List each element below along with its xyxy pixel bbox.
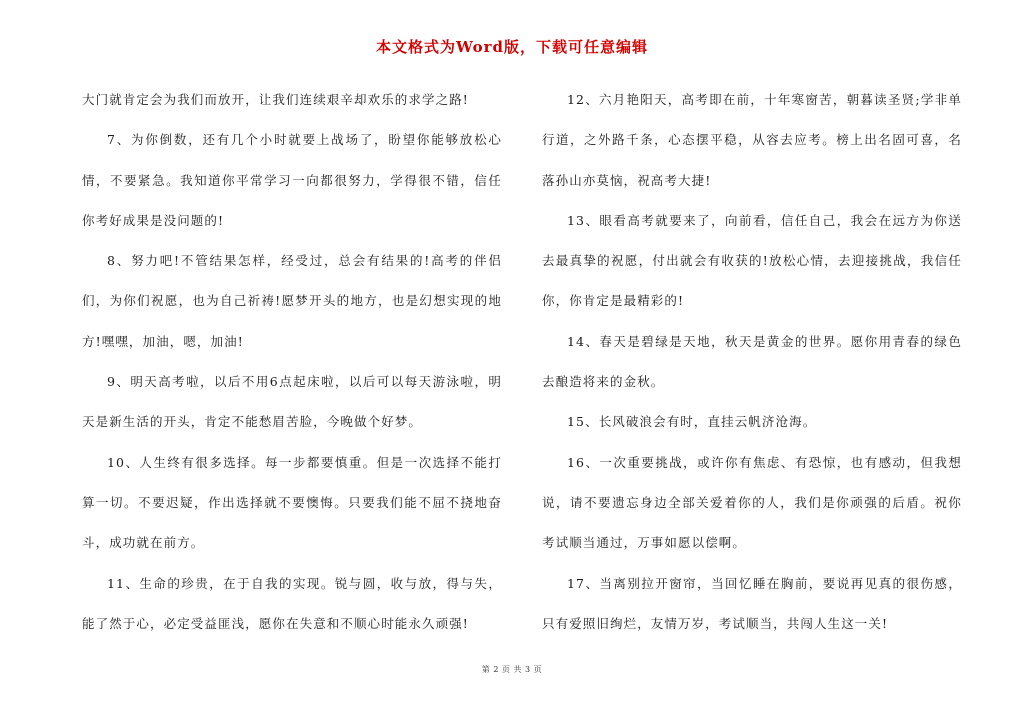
paragraph: 10、人生终有很多选择。每一步都要慎重。但是一次选择不能打算一切。不要迟疑，作出选择就不要懊悔。只要我们能不屈不挠地奋斗，成功就在前方。: [82, 454, 502, 551]
paragraph: 7、为你倒数，还有几个小时就要上战场了，盼望你能够放松心情，不要紧急。我知道你平常学习一向都很努力，学得很不错，信任你考好成果是没问题的!: [82, 132, 502, 228]
paragraph: 13、眼看高考就要来了，向前看，信任自己，我会在远方为你送去最真挚的祝愿，付出就会有收获的!放松心情，去迎接挑战，我信任你，你肯定是最精彩的!: [542, 212, 962, 309]
paragraph: 15、长风破浪会有时，直挂云帆济沧海。: [567, 414, 817, 430]
page-number: 第 2 页 共 3 页: [481, 665, 543, 674]
right-column: [542, 80, 962, 644]
paragraph: 17、当离别拉开窗帘，当回忆睡在胸前，要说再见真的很伤感，只有爱照旧绚烂，友情万岁，考试顺当，共闯人生这一关!: [542, 575, 962, 631]
left-column: [82, 80, 502, 644]
paragraph: 9、明天高考啦，以后不用6点起床啦，以后可以每天游泳啦，明天是新生活的开头，肯定不能愁眉苦脸，今晚做个好梦。: [82, 374, 502, 430]
paragraph: 14、春天是碧绿是天地，秋天是黄金的世界。愿你用青春的绿色去酿造将来的金秋。: [542, 333, 962, 390]
paragraph: 11、生命的珍贵，在于自我的实现。锐与圆，收与放，得与失，能了然于心，必定受益匪浅，愿你在失意和不顺心时能永久顽强!: [82, 575, 502, 631]
document-header: 本文格式为Word版，下载可任意编辑: [375, 38, 649, 56]
paragraph: 16、一次重要挑战，或许你有焦虑、有恐惊，也有感动，但我想说，请不要遗忘身边全部关爱着你的人，我们是你顽强的后盾。祝你考试顺当通过，万事如愿以偿啊。: [542, 454, 962, 551]
paragraph: 大门就肯定会为我们而放开，让我们连续艰辛却欢乐的求学之路!: [82, 92, 469, 107]
paragraph: 12、六月艳阳天，高考即在前，十年寒窗苦，朝暮读圣贤;学非单行道，之外路千条，心态摆平稳，从容去应考。榜上出名固可喜，名落孙山亦莫恼，祝高考大捷!: [542, 92, 962, 188]
paragraph: 8、努力吧!不管结果怎样，经受过，总会有结果的!高考的伴侣们，为你们祝愿，也为自己祈祷!愿梦开头的地方，也是幻想实现的地方!嘿嘿，加油，嗯，加油!: [82, 253, 502, 349]
